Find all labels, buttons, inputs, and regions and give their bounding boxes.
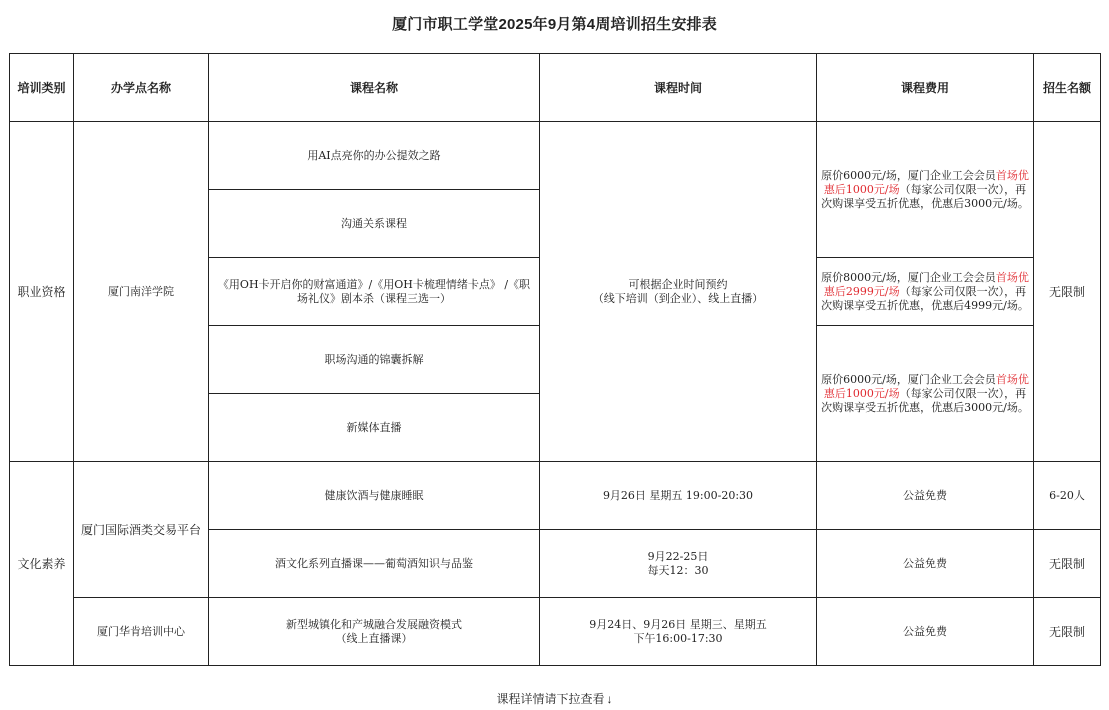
scroll-down-hint[interactable] xyxy=(0,690,1109,707)
fee-text: 原价6000元/场，厦门企业工会会员 xyxy=(821,168,996,182)
time-line: 9月24日、9月26日 星期三、星期五 xyxy=(589,617,767,631)
course-cell: 酒文化系列直播课——葡萄酒知识与品鉴 xyxy=(209,530,540,598)
header-quota: 招生名额 xyxy=(1034,54,1101,122)
course-cell: 《用OH卡开启你的财富通道》/《用OH卡梳理情绪卡点》 /《职场礼仪》剧本杀（课程三选一） xyxy=(209,258,540,326)
time-line: （线下培训（到企业）、线上直播） xyxy=(592,291,764,305)
fee-cell: 公益免费 xyxy=(817,530,1034,598)
fee-cell: 公益免费 xyxy=(817,598,1034,666)
table-row xyxy=(10,122,1101,190)
fee-text: （每家公司仅限一次），再次购课享受五折优惠，优惠后4999元/场。 xyxy=(821,284,1029,312)
time-cell xyxy=(540,122,817,462)
fee-text: （每家公司仅限一次），再次购课享受五折优惠，优惠后3000元/场。 xyxy=(821,386,1029,414)
school-cell: 厦门南洋学院 xyxy=(74,122,209,462)
time-line: 每天12：30 xyxy=(647,563,709,577)
header-time: 课程时间 xyxy=(540,54,817,122)
school-cell: 厦门华肯培训中心 xyxy=(74,598,209,666)
category-cell: 职业资格 xyxy=(10,122,74,462)
fee-discount: 首场优惠后1000元/场 xyxy=(823,168,1029,196)
course-line: 新型城镇化和产城融合发展融资模式 xyxy=(286,617,462,631)
quota-cell: 无限制 xyxy=(1034,598,1101,666)
fee-cell xyxy=(817,326,1034,462)
fee-discount: 首场优惠后1000元/场 xyxy=(823,372,1029,400)
fee-text: 原价6000元/场，厦门企业工会会员 xyxy=(821,372,996,386)
table-row xyxy=(10,462,1101,530)
table-header-row xyxy=(10,54,1101,122)
fee-discount: 首场优惠后2999元/场 xyxy=(823,270,1029,298)
fee-cell xyxy=(817,258,1034,326)
time-line: 9月22-25日 xyxy=(647,549,709,563)
fee-cell: 公益免费 xyxy=(817,462,1034,530)
scroll-down-text: 课程详情请下拉查看 xyxy=(496,692,605,706)
fee-text: （每家公司仅限一次），再次购课享受五折优惠，优惠后3000元/场。 xyxy=(821,182,1029,210)
course-cell: 沟通关系课程 xyxy=(209,190,540,258)
time-line: 可根据企业时间预约 xyxy=(628,277,728,291)
fee-cell xyxy=(817,122,1034,258)
arrow-down-icon: ↓ xyxy=(606,692,613,706)
table-row xyxy=(10,598,1101,666)
category-cell: 文化素养 xyxy=(10,462,74,666)
course-line: （线上直播课） xyxy=(335,631,413,645)
time-cell xyxy=(540,598,817,666)
page-title: 厦门市职工学堂2025年9月第4周培训招生安排表 xyxy=(392,16,717,33)
quota-cell: 无限制 xyxy=(1034,530,1101,598)
schedule-table xyxy=(9,53,1101,666)
header-fee: 课程费用 xyxy=(817,54,1034,122)
school-cell: 厦门国际酒类交易平台 xyxy=(74,462,209,598)
quota-cell: 无限制 xyxy=(1034,122,1101,462)
course-cell xyxy=(209,598,540,666)
time-cell xyxy=(540,530,817,598)
course-cell: 用AI点亮你的办公提效之路 xyxy=(209,122,540,190)
time-line: 下午16:00-17:30 xyxy=(633,631,723,645)
header-course: 课程名称 xyxy=(209,54,540,122)
course-cell: 健康饮酒与健康睡眠 xyxy=(209,462,540,530)
course-cell: 新媒体直播 xyxy=(209,394,540,462)
fee-text: 原价8000元/场，厦门企业工会会员 xyxy=(821,270,996,284)
course-cell: 职场沟通的锦囊拆解 xyxy=(209,326,540,394)
time-cell: 9月26日 星期五 19:00-20:30 xyxy=(540,462,817,530)
header-school: 办学点名称 xyxy=(74,54,209,122)
header-category: 培训类别 xyxy=(10,54,74,122)
quota-cell: 6-20人 xyxy=(1034,462,1101,530)
